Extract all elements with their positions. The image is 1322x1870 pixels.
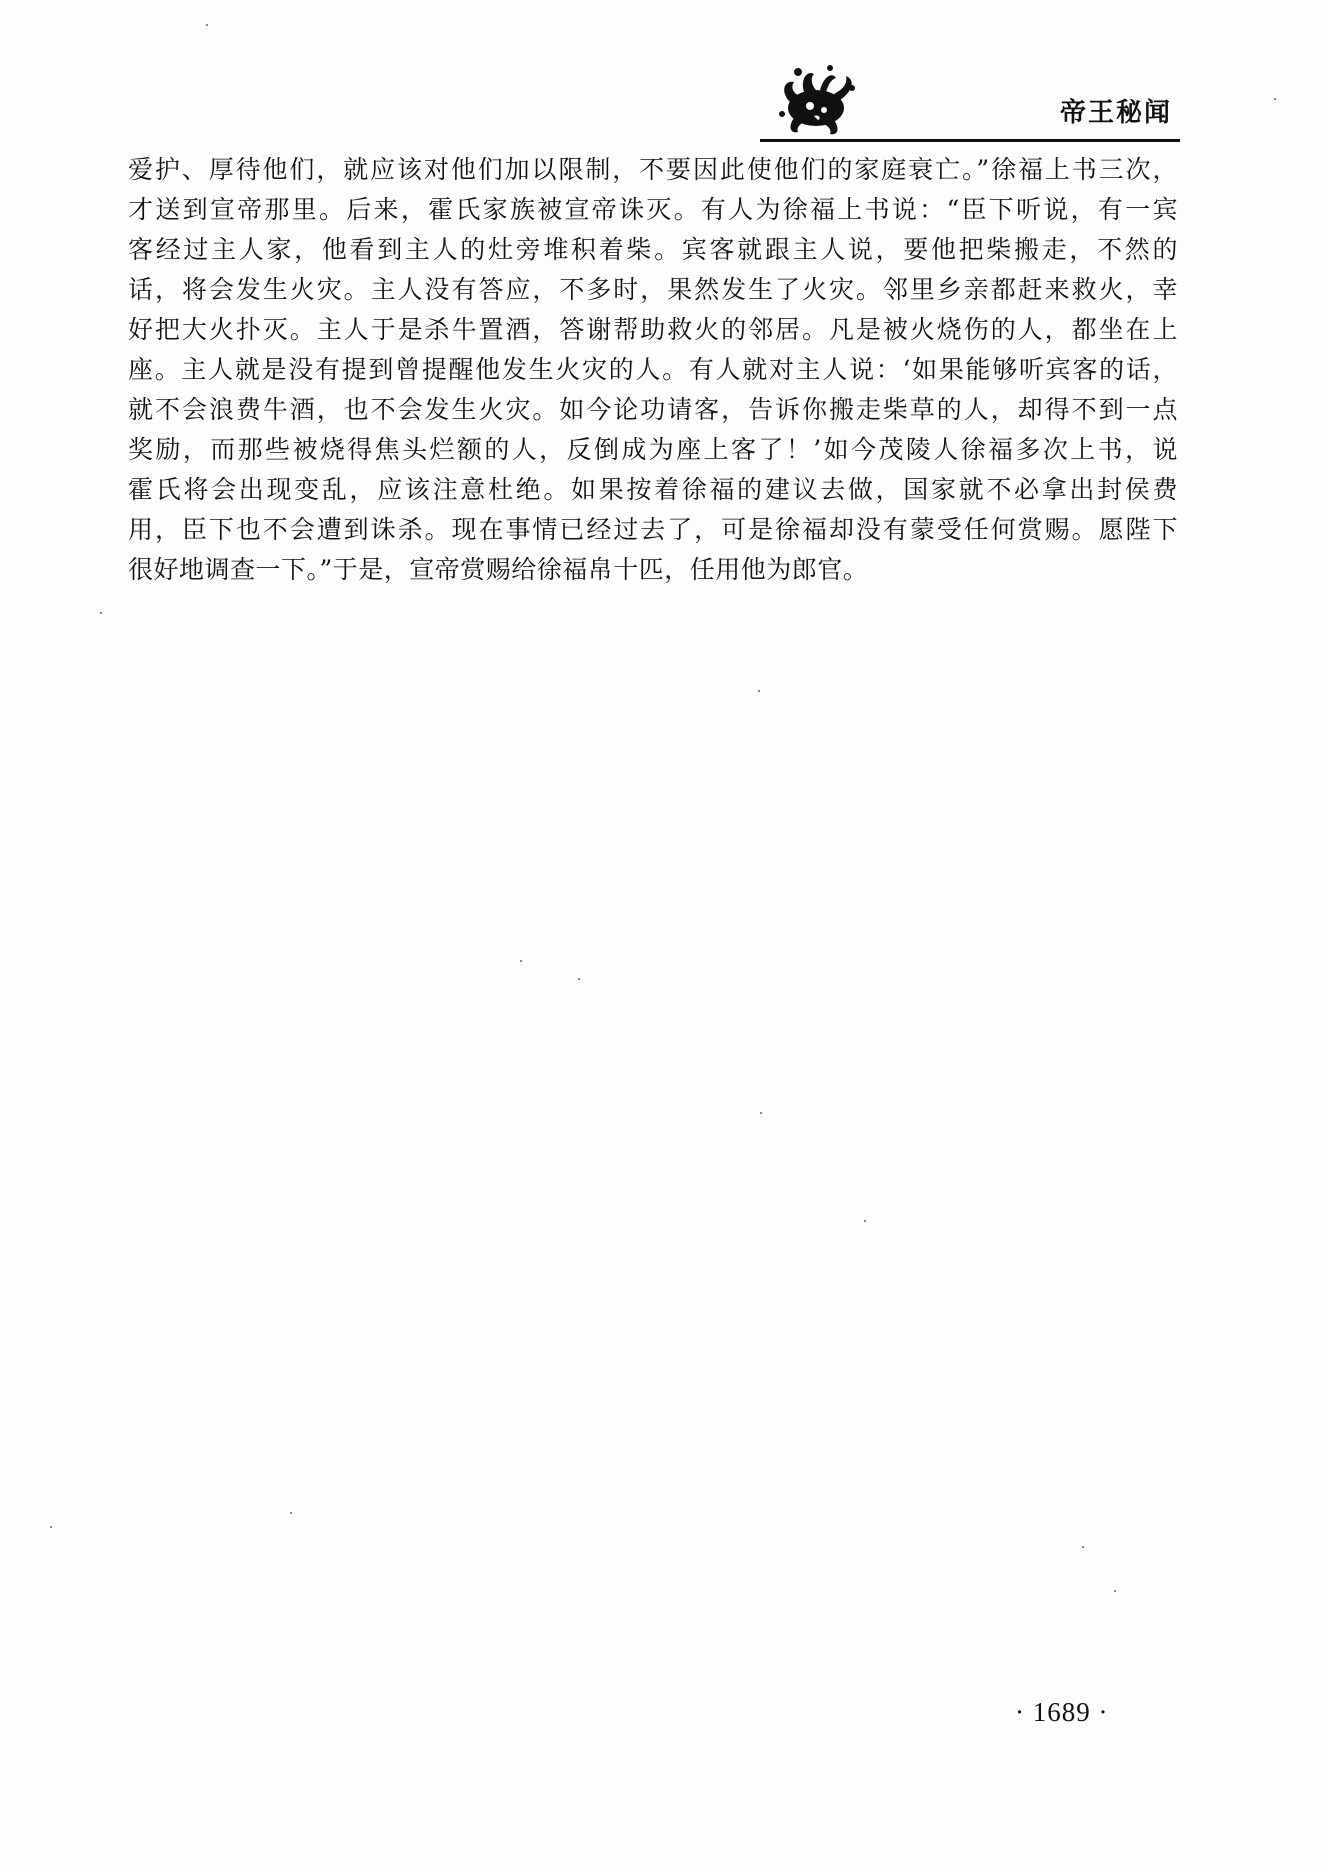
- scan-speck: [1274, 98, 1276, 100]
- running-header: [760, 62, 1180, 142]
- scan-speck: [520, 960, 522, 962]
- scan-speck: [760, 1112, 762, 1114]
- scan-speck: [1082, 1546, 1084, 1548]
- header-rule: [760, 139, 1180, 142]
- text-line: 霍氏将会出现变乱，应该注意杜绝。如果按着徐福的建议去做，国家就不必拿出封侯费: [128, 475, 1178, 504]
- text-line: 奖励，而那些被烧得焦头烂额的人，反倒成为座上客了！’如今茂陵人徐福多次上书，说: [128, 435, 1178, 464]
- text-line: 就不会浪费牛酒，也不会发生火灾。如今论功请客，告诉你搬走柴草的人，却得不到一点: [128, 395, 1178, 424]
- text-line: 好把大火扑灭。主人于是杀牛置酒，答谢帮助救火的邻居。凡是被火烧伤的人，都坐在上: [128, 315, 1178, 344]
- scan-speck: [290, 1512, 292, 1514]
- scan-speck: [758, 690, 760, 692]
- text-line: 用，臣下也不会遭到诛杀。现在事情已经过去了，可是徐福却没有蒙受任何赏赐。愿陛下: [128, 515, 1178, 544]
- text-line: 座。主人就是没有提到曾提醒他发生火灾的人。有人就对主人说：‘如果能够听宾客的话，: [128, 355, 1178, 384]
- text-line: 客经过主人家，他看到主人的灶旁堆积着柴。宾客就跟主人说，要他把柴搬走，不然的: [128, 235, 1178, 264]
- header-title: 帝王秘闻: [1059, 98, 1172, 128]
- scan-speck: [578, 978, 580, 980]
- body-text: [128, 150, 1178, 590]
- scan-speck: [1114, 1590, 1116, 1592]
- text-line: 爱护、厚待他们，就应该对他们加以限制，不要因此使他们的家庭衰亡。”徐福上书三次，: [128, 155, 1178, 184]
- text-line: 很好地调查一下。”于是，宣帝赏赐给徐福帛十匹，任用他为郎官。: [128, 555, 869, 584]
- text-line: 才送到宣帝那里。后来，霍氏家族被宣帝诛灭。有人为徐福上书说：“臣下听说，有一宾: [128, 195, 1178, 224]
- scan-speck: [100, 612, 102, 614]
- scan-speck: [864, 1220, 866, 1222]
- dragon-emblem-icon: [770, 62, 862, 138]
- text-line: 话，将会发生火灾。主人没有答应，不多时，果然发生了火灾。邻里乡亲都赶来救火，幸: [128, 275, 1178, 304]
- scan-speck: [50, 1526, 52, 1528]
- page-number: · 1689 ·: [1015, 1697, 1109, 1727]
- scan-speck: [206, 24, 208, 26]
